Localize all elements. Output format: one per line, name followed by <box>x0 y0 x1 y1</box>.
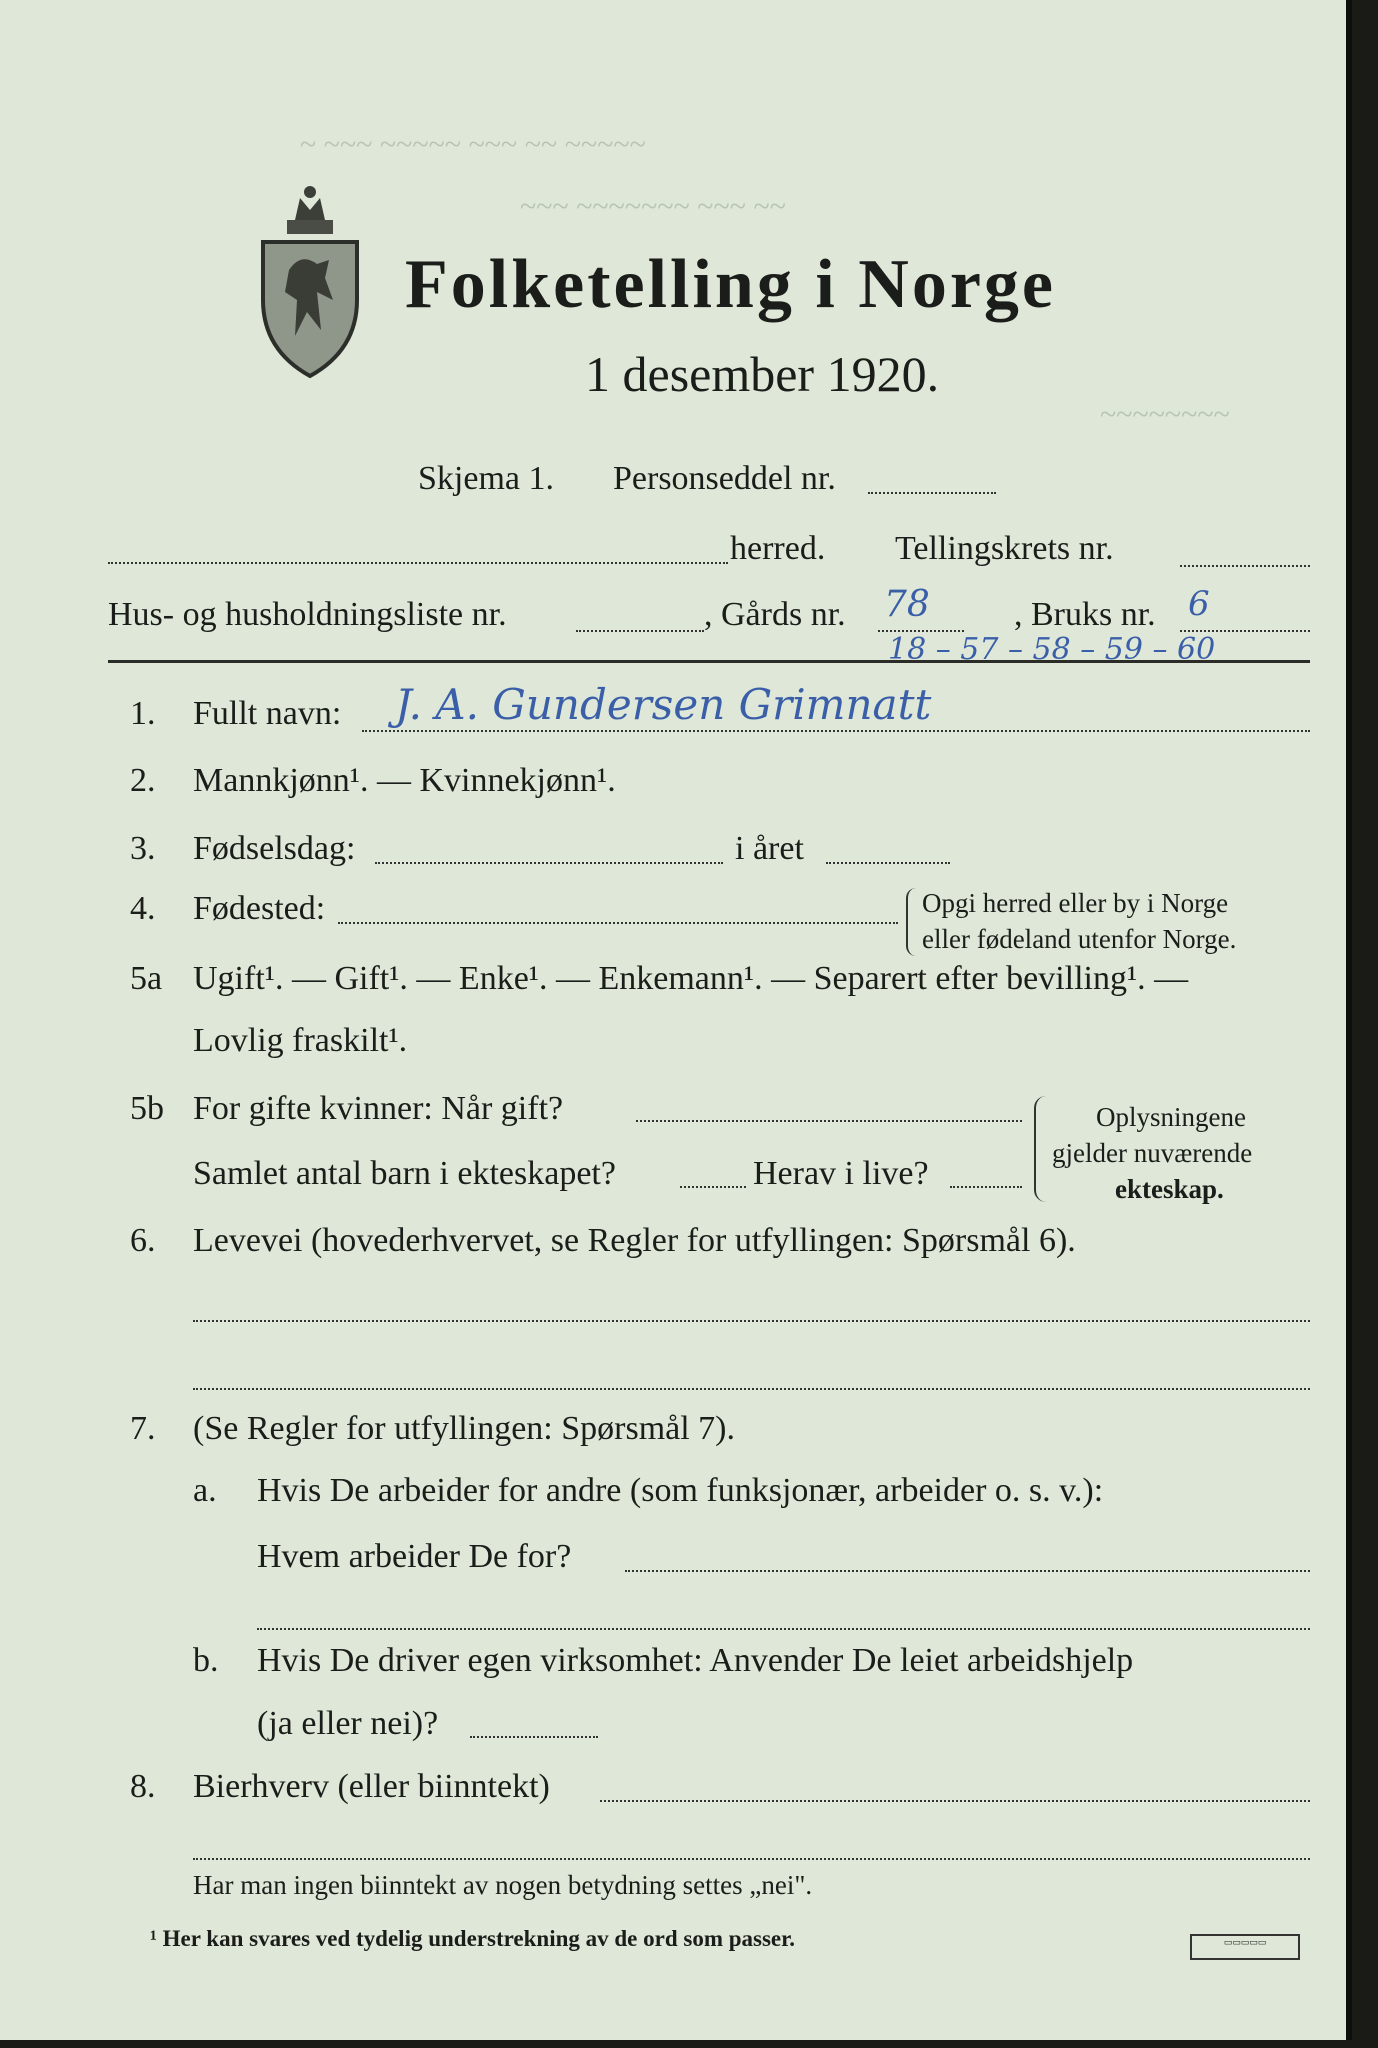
employer-field-line2[interactable] <box>257 1628 1310 1630</box>
gards-value[interactable]: 78 <box>884 584 930 625</box>
q5b-note-line3: ekteskap. <box>1115 1174 1224 1204</box>
q5a-number: 5a <box>130 960 163 997</box>
secondary-income-field-line1[interactable] <box>600 1800 1310 1802</box>
q4-label: Fødested: <box>193 890 326 927</box>
q2-gender[interactable]: Mannkjønn¹. — Kvinnekjønn¹. <box>193 762 616 799</box>
bruks-value[interactable]: 6 <box>1188 584 1210 624</box>
coat-of-arms-icon <box>255 180 365 380</box>
footnote: ¹ Her kan svares ved tydelig understrekning av de ord som passer. <box>150 1926 795 1951</box>
q5a-divorced[interactable]: Lovlig fraskilt¹. <box>193 1022 408 1059</box>
husliste-field[interactable] <box>576 630 704 632</box>
q7a-question: Hvis De arbeider for andre (som funksjonær, arbeider o. s. v.): <box>257 1472 1104 1509</box>
q7b-number: b. <box>193 1642 219 1679</box>
q3-label: Fødselsdag: <box>193 830 356 867</box>
q8-label: Bierhverv (eller biinntekt) <box>193 1768 550 1805</box>
show-through-text: ~ ~~~ ~~~~~ ~~~ ~~ ~~~~~ <box>300 128 646 161</box>
header-divider <box>108 660 1310 663</box>
q5b-alive-label: Herav i live? <box>753 1155 929 1192</box>
q4-number: 4. <box>130 890 156 927</box>
husliste-label: Hus- og husholdningsliste nr. <box>108 596 507 633</box>
q5b-brace <box>1034 1096 1046 1202</box>
children-count-field[interactable] <box>680 1186 746 1188</box>
q1-number: 1. <box>130 695 156 732</box>
q7a-employer-label: Hvem arbeider De for? <box>257 1538 572 1575</box>
q7a-number: a. <box>193 1472 217 1509</box>
printer-stamp-icon: ▭▭▭▭▭ <box>1190 1934 1300 1960</box>
employer-field-line1[interactable] <box>625 1570 1310 1572</box>
q5b-note-line2: gjelder nuværende <box>1052 1138 1253 1168</box>
herred-label: herred. <box>730 530 826 567</box>
census-date: 1 desember 1920. <box>585 346 940 402</box>
q5b-note-line1: Oplysningene <box>1096 1102 1246 1132</box>
q4-brace <box>906 888 916 956</box>
q5b-married-when-label: For gifte kvinner: Når gift? <box>193 1090 564 1127</box>
q5b-number: 5b <box>130 1090 164 1127</box>
personseddel-field[interactable] <box>868 492 996 494</box>
form-title: Folketelling i Norge <box>405 246 1057 323</box>
bruks-label: , Bruks nr. <box>1014 596 1156 633</box>
occupation-field-line1[interactable] <box>193 1320 1310 1322</box>
herred-field[interactable] <box>108 562 728 564</box>
q7b-yes-no-label: (ja eller nei)? <box>257 1705 439 1742</box>
full-name-value[interactable]: J. A. Gundersen Grimnatt <box>395 680 932 729</box>
q5b-children-label: Samlet antal barn i ekteskapet? <box>193 1155 616 1192</box>
personseddel-label: Personseddel nr. <box>613 460 836 497</box>
birth-year-field[interactable] <box>826 862 950 864</box>
occupation-field-line2[interactable] <box>193 1388 1310 1390</box>
q2-number: 2. <box>130 762 156 799</box>
q5a-marital-status[interactable]: Ugift¹. — Gift¹. — Enke¹. — Enkemann¹. — Separert efter bevilling¹. — <box>193 960 1189 997</box>
secondary-income-field-line2[interactable] <box>193 1858 1310 1860</box>
q1-label: Fullt navn: <box>193 695 342 732</box>
hired-help-field[interactable] <box>470 1736 598 1738</box>
skjema-label: Skjema 1. <box>418 460 554 497</box>
birthplace-field[interactable] <box>338 922 898 924</box>
q3-number: 3. <box>130 830 156 867</box>
q7b-question: Hvis De driver egen virksomhet: Anvender De leiet arbeidshjelp <box>257 1642 1134 1679</box>
birthday-field[interactable] <box>375 862 723 864</box>
q4-note-line1: Opgi herred eller by i Norge <box>922 888 1229 918</box>
q7-label: (Se Regler for utfyllingen: Spørsmål 7). <box>193 1410 736 1447</box>
q4-note-line2: eller fødeland utenfor Norge. <box>922 924 1237 954</box>
gards-label: , Gårds nr. <box>704 596 846 633</box>
full-name-field <box>362 730 1310 732</box>
tellingskrets-label: Tellingskrets nr. <box>895 530 1114 567</box>
q8-note: Har man ingen biinntekt av nogen betydning settes „nei". <box>193 1870 813 1900</box>
gards-extra-value[interactable]: 18 – 57 – 58 – 59 – 60 <box>888 632 1216 667</box>
q8-number: 8. <box>130 1768 156 1805</box>
married-when-field[interactable] <box>636 1120 1022 1122</box>
q6-number: 6. <box>130 1222 156 1259</box>
tellingskrets-field[interactable] <box>1180 565 1310 567</box>
show-through-text: ~~~ ~~~~~~~ ~~~ ~~ <box>520 190 786 223</box>
show-through-text: ~~~~~~~~ <box>1100 398 1230 431</box>
children-alive-field[interactable] <box>950 1186 1022 1188</box>
birth-year-label: i året <box>735 830 804 867</box>
q6-label: Levevei (hovederhvervet, se Regler for utfyllingen: Spørsmål 6). <box>193 1222 1076 1259</box>
q7-number: 7. <box>130 1410 156 1447</box>
